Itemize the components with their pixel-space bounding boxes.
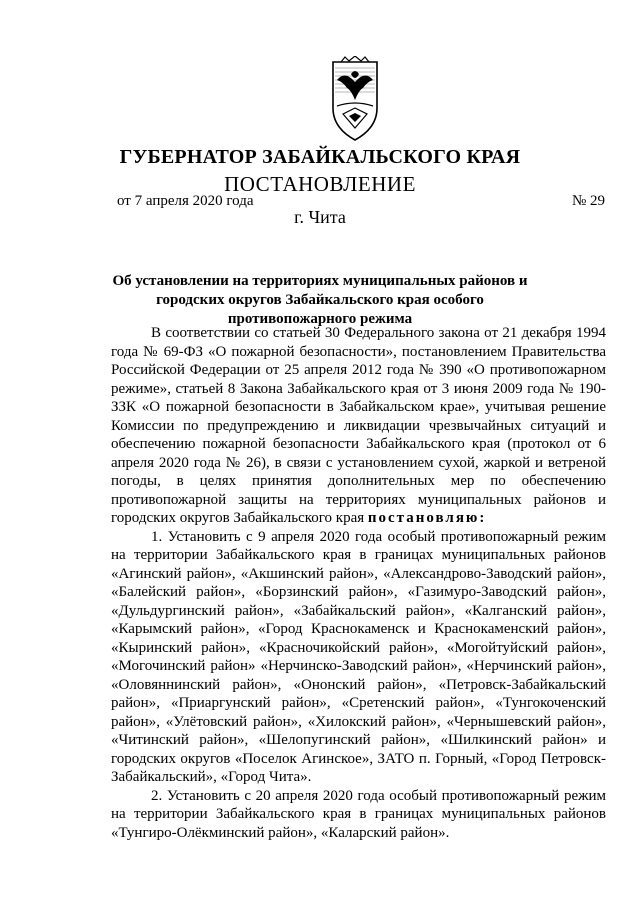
item-1-paragraph: 1. Установить с 9 апреля 2020 года особый противопожарный режим на территории Забайкальского края в границах муниципальных районов «Агинский район», «Акшинский район», «Александрово-Заводский район», «Балейский район», «Борзинский район», «Газимуро-Заводский район», «Дульдургинский район», «Забайкальский район», «Калганский район», «Карымский район», «Город Краснокаменск и Краснокаменский район», «Кыринский район», «Красночикойский район», «Могойтуйский район», «Могочинский район» «Нерчинско-Заводский район», «Нерчинский район», «Оловяннинский район», «Ононский район», «Петровск-Забайкальский район», «Приаргунский район», «Сретенский район», «Тунгокоченский район», «Улётовский район», «Хилокский район», «Чернышевский район», «Читинский район», «Шелопугинский район», «Шилкинский район» и городских округов «Поселок Агинское», ЗАТО п. Горный, «Город Петровск-Забайкальский», «Город Чита». bbox=[111, 528, 606, 785]
coat-of-arms-icon bbox=[329, 56, 381, 146]
preamble-text: В соответствии со статьей 30 Федерального закона от 21 декабря 1994 года № 69-ФЗ «О пожарной безопасности», постановлением Правительства Российской Федерации от 25 апреля 2012 года № 390 «О противопожарном режиме», статьей 8 Закона Забайкальского края от 3 июня 2009 года № 190-ЗЗК «О пожарной безопасности в Забайкальском крае», учитывая решение Комиссии по предупреждению и ликвидации чрезвычайных ситуаций и обеспечению пожарной безопасности Забайкальского края (протокол от 6 апреля 2020 года № 26), в связи с установлением сухой, жаркой и ветреной погоды, в целях принятия дополнительных мер по обеспечению противопожарной защиты на территориях муниципальных районов и городских округов Забайкальского края bbox=[111, 325, 606, 526]
preamble-paragraph bbox=[111, 324, 606, 528]
issuing-authority: ГУБЕРНАТОР ЗАБАЙКАЛЬСКОГО КРАЯ bbox=[119, 146, 521, 168]
resolve-word: постановляю: bbox=[367, 510, 487, 526]
document-date: от 7 апреля 2020 года bbox=[117, 193, 254, 209]
document-type: ПОСТАНОВЛЕНИЕ bbox=[224, 172, 416, 196]
document-subject: Об установлении на территориях муниципальных районов и городских округов Забайкальского края особого противопожарного режима bbox=[112, 273, 528, 327]
item-2-paragraph: 2. Установить с 20 апреля 2020 года особый противопожарный режим на территории Забайкальского края в границах муниципальных районов «Тунгиро-Олёкминский район», «Каларский район». bbox=[111, 787, 606, 841]
document-body bbox=[111, 324, 606, 842]
document-number: № 29 bbox=[571, 193, 605, 209]
document-city: г. Чита bbox=[294, 207, 346, 227]
